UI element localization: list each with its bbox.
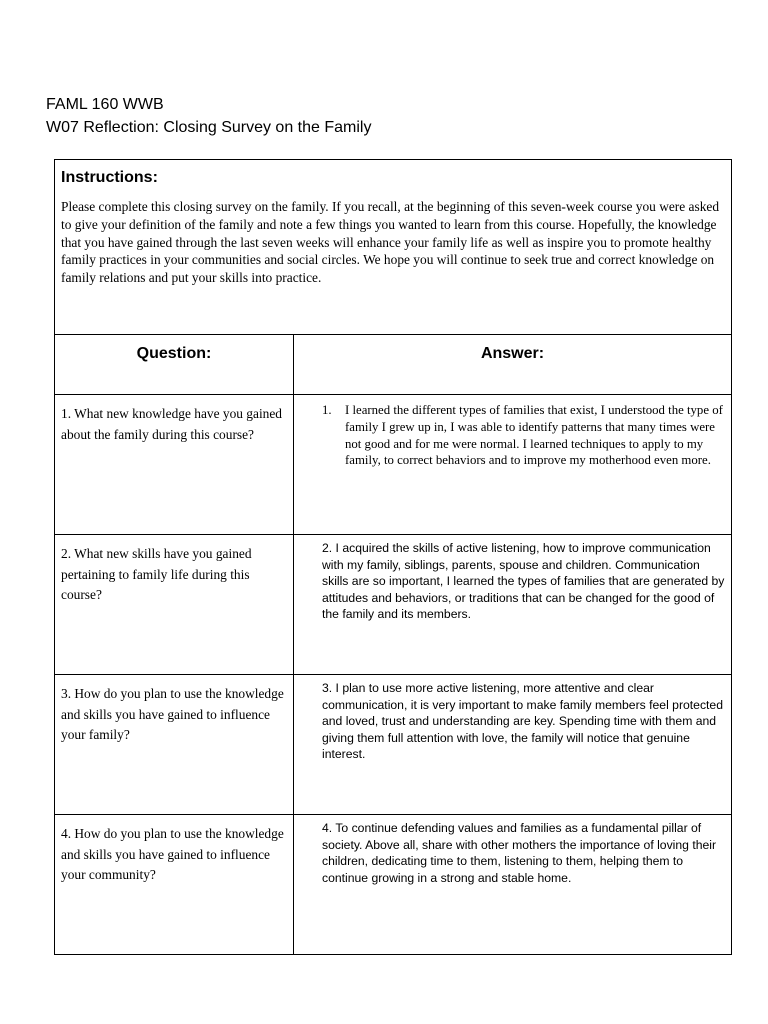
answer-text: I learned the different types of families that exist, I understood the type of family I grew up in, I was able to identify patterns that many times were not good and for me were normal. I learned techniques to apply to my family, to correct behaviors and to improve my motherhood even more. (345, 403, 723, 468)
instructions-row (55, 160, 732, 335)
table-row (55, 535, 732, 675)
course-code: FAML 160 WWB (46, 96, 164, 113)
answer-column-header: Answer: (294, 335, 732, 395)
answer-cell: 4. To continue defending values and families as a fundamental pillar of society. Above all, share with other mothers the importance of loving their children, dedicating time to them, listening to them, helping them to continue growing in a strong and stable home. (294, 815, 732, 955)
column-header-row (55, 335, 732, 395)
question-column-header: Question: (55, 335, 294, 395)
document-header (46, 93, 371, 139)
question-cell: 3. How do you plan to use the knowledge and skills you have gained to influence your family? (55, 675, 294, 815)
numbered-answer (322, 402, 725, 469)
document-title: W07 Reflection: Closing Survey on the Family (46, 119, 372, 136)
question-cell: 2. What new skills have you gained pertaining to family life during this course? (55, 535, 294, 675)
table-row (55, 675, 732, 815)
instructions-cell (55, 160, 732, 335)
question-cell: 4. How do you plan to use the knowledge and skills you have gained to influence your community? (55, 815, 294, 955)
table-row (55, 395, 732, 535)
answer-cell: 2. I acquired the skills of active listening, how to improve communication with my family, siblings, parents, spouse and children. Communication skills are so important, I learned the types of families that are generated by attitudes and behaviors, or traditions that can be changed for the good of the family and its members. (294, 535, 732, 675)
answer-cell: 3. I plan to use more active listening, more attentive and clear communication, it is very important to make family members feel protected and loved, trust and understanding are key. Spending time with them and giving them full attention with love, the family will notice that genuine interest. (294, 675, 732, 815)
instructions-heading: Instructions: (61, 169, 158, 186)
question-cell: 1. What new knowledge have you gained about the family during this course? (55, 395, 294, 535)
answer-cell (294, 395, 732, 535)
survey-table (54, 159, 732, 955)
table-row (55, 815, 732, 955)
answer-number: 1. (322, 403, 332, 417)
instructions-text: Please complete this closing survey on the family. If you recall, at the beginning of this seven-week course you were asked to give your definition of the family and note a few things you wanted to learn from this course. Hopefully, the knowledge that you have gained through the last seven weeks will enhance your family life as well as inspire you to promote healthy family practices in your communities and social circles. We hope you will continue to seek true and correct knowledge on family relations and put your skills into practice. (61, 199, 720, 286)
